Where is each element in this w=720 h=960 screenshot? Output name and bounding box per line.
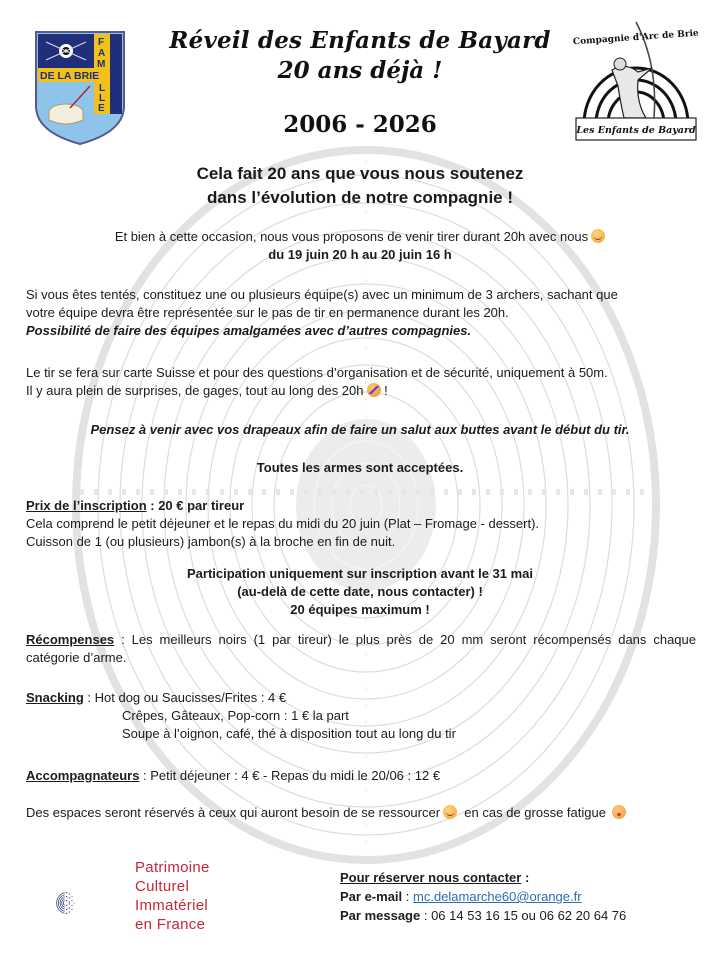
pci-line: Patrimoine <box>135 859 210 876</box>
contact-block <box>340 868 626 925</box>
email-link[interactable]: mc.delamarche60@orange.fr <box>413 889 582 904</box>
price-separator: : <box>146 498 159 513</box>
snacking-item: : Hot dog ou Saucisses/Frites : 4 € <box>83 690 287 705</box>
svg-text:L: L <box>99 83 106 94</box>
intro-headline <box>20 162 700 210</box>
svg-text:E: E <box>98 103 105 114</box>
companions-section <box>26 767 696 785</box>
price-label: Prix de l’inscription <box>26 498 147 513</box>
registration-notice <box>20 565 700 619</box>
snacking-section <box>26 689 696 743</box>
yawning-face-icon <box>612 805 626 819</box>
rewards-label: Récompenses <box>26 632 115 647</box>
compagnie-arc-de-brie-logo <box>566 14 706 150</box>
page-title: Réveil des Enfants de Bayard <box>169 27 551 54</box>
zany-face-icon <box>367 383 381 397</box>
patrimoine-culturel-text <box>135 858 210 934</box>
price-includes: Cela comprend le petit déjeuner et le repas du midi du 20 juin (Plat – Fromage - dessert). <box>26 516 540 531</box>
contact-title-suffix: : <box>521 870 530 885</box>
price-value: 20 € par tireur <box>158 498 245 513</box>
pci-line: Immatériel <box>135 897 209 914</box>
event-dates: du 19 juin 20 h au 20 juin 16 h <box>268 247 452 262</box>
title-block <box>150 26 570 140</box>
svg-text:L: L <box>99 93 106 104</box>
pci-line: Culturel <box>135 878 190 895</box>
teams-note: Possibilité de faire des équipes amalgamées avec d’autres compagnies. <box>26 323 472 338</box>
page-subtitle: 20 ans déjà ! <box>277 57 443 84</box>
email-separator: : <box>402 889 413 904</box>
price-section <box>26 497 696 551</box>
svg-text:Les Enfants de Bayard: Les Enfants de Bayard <box>576 125 696 136</box>
snacking-label: Snacking <box>26 690 84 705</box>
svg-text:A: A <box>98 48 106 59</box>
flags-note: Pensez à venir avec vos drapeaux afin de faire un salut aux buttes avant le début du tir. <box>90 422 630 437</box>
weapons-note: Toutes les armes sont acceptées. <box>256 460 464 475</box>
snacking-item: Crêpes, Gâteaux, Pop-corn : 1 € la part <box>122 708 349 723</box>
svg-text:M: M <box>97 59 106 70</box>
invite-paragraph <box>20 228 700 264</box>
snacking-item: Soupe à l’oignon, café, thé à disposition tout au long du tir <box>122 726 456 741</box>
shooting-line2: Il y aura plein de surprises, de gages, tout au long des 20h <box>26 383 364 398</box>
shooting-line2-end: ! <box>384 383 388 398</box>
famille-de-la-brie-logo <box>34 28 126 146</box>
smiling-face-icon <box>443 805 457 819</box>
phone-numbers: 06 14 53 16 15 ou 06 62 20 64 76 <box>431 908 627 923</box>
registration-line2: (au-delà de cette date, nous contacter) ! <box>237 584 483 599</box>
companions-text: : Petit déjeuner : 4 € - Repas du midi le 20/06 : 12 € <box>139 768 441 783</box>
message-label: Par message <box>340 908 421 923</box>
invite-text: Et bien à cette occasion, nous vous proposons de venir tirer durant 20h avec nous <box>114 229 589 244</box>
teams-paragraph <box>26 286 696 340</box>
rest-note <box>26 804 696 822</box>
rewards-section <box>26 631 696 667</box>
registration-line1: Participation uniquement sur inscription avant le 31 mai <box>186 566 534 581</box>
message-separator: : <box>420 908 432 923</box>
teams-line1: Si vous êtes tentés, constituez une ou plusieurs équipe(s) avec un minimum de 3 archers, sachant que <box>26 287 618 302</box>
svg-text:F: F <box>98 37 105 48</box>
rewards-text: : Les meilleurs noirs (1 par tireur) le plus près de 20 mm seront récompensés dans chaque catégorie d’arme. <box>26 632 696 665</box>
rest-text2: en cas de grosse fatigue <box>464 805 606 820</box>
intro-headline-line2: dans l’évolution de notre compagnie ! <box>206 188 514 207</box>
email-label: Par e-mail <box>340 889 403 904</box>
smiling-face-icon <box>591 229 605 243</box>
shooting-paragraph <box>26 364 696 400</box>
patrimoine-culturel-logo <box>50 858 130 948</box>
years-range: 2006 - 2026 <box>283 111 437 138</box>
pci-line: en France <box>135 916 206 933</box>
intro-headline-line1: Cela fait 20 ans que vous nous soutenez <box>196 164 524 183</box>
teams-line2: votre équipe devra être représentée sur le pas de tir en permanence durant les 20h. <box>26 305 509 320</box>
contact-title: Pour réserver nous contacter <box>340 870 522 885</box>
rest-text1: Des espaces seront réservés à ceux qui auront besoin de se ressourcer <box>26 805 441 820</box>
registration-line3: 20 équipes maximum ! <box>290 602 430 617</box>
price-ham: Cuisson de 1 (ou plusieurs) jambon(s) à la broche en fin de nuit. <box>26 534 396 549</box>
svg-text:Compagnie d'Arc de Brie: Compagnie d'Arc de Brie <box>572 28 700 48</box>
shooting-line1: Le tir se fera sur carte Suisse et pour des questions d’organisation et de sécurité, uniquement à 50m. <box>26 365 608 380</box>
svg-text:DE LA BRIE: DE LA BRIE <box>40 70 100 82</box>
companions-label: Accompagnateurs <box>26 768 140 783</box>
